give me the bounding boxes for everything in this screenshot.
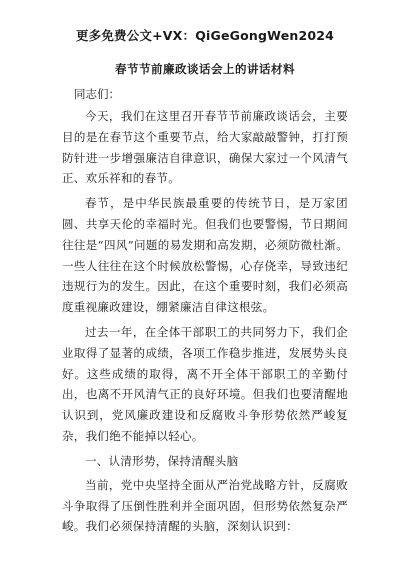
paragraph-past-year: 过去一年，在全体干部职工的共同努力下，我们企业取得了显著的成绩，各项工作稳步推进，发展势头良好。这些成绩的取得，离不开全体干部职工的辛勤付出，也离不开风清气正的良好环境。但我们也要清醒地认识到，党风廉政建设和反腐败斗争形势依然严峻复杂，我们绝不能掉以轻心。 [62, 324, 348, 443]
section-heading: 一、认清形势，保持清醒头脑 [85, 453, 239, 468]
paragraph-spring-festival: 春节，是中华民族最重要的传统节日，是万家团圆、共享天伦的幸福时光。但我们也要警惕，节日期间往往是“四风”问题的易发期和高发期，必须防微杜渐。一些人往往在这个时候放松警惕，心存侥幸，导致违纪违规行为的发生。因此，在这个重要时刻，我们必须高度重视廉政建设，绷紧廉洁自律这根弦。 [62, 196, 348, 315]
header-watermark-text: 更多免费公文+VX：QiGeGongWen2024 [75, 28, 335, 43]
paragraph-current-situation: 当前，党中央坚持全面从严治党战略方针，反腐败斗争取得了压倒性胜利并全面巩固，但形势依然复杂严峻。我们必须保持清醒的头脑，深刻认识到： [62, 477, 348, 534]
salutation: 同志们： [74, 87, 120, 101]
paragraph-intro: 今天，我们在这里召开春节节前廉政谈话会，主要目的是在春节这个重要节点，给大家敲敲警钟，打打预防针进一步增强廉洁自律意识，确保大家过一个风清气正、欢乐祥和的春节。 [62, 109, 348, 186]
document-title: 春节节前廉政谈话会上的讲话材料 [115, 62, 295, 76]
